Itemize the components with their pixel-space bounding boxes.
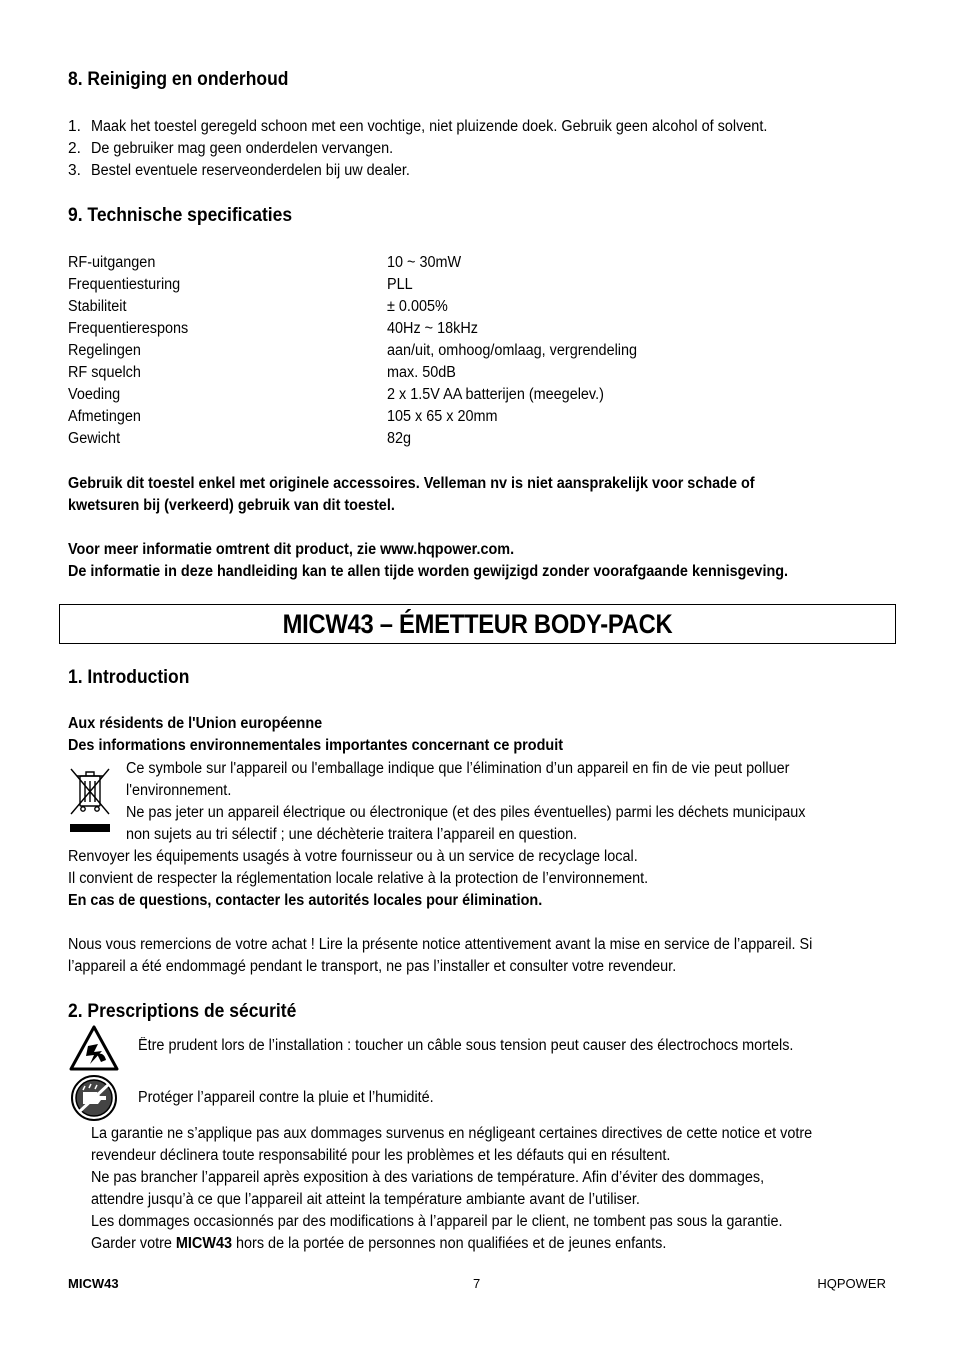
spec-row: RF-uitgangen 10 ~ 30mW bbox=[68, 254, 462, 271]
eu-subheadings: Aux résidents de l'Union européenne Des informations environnementales importantes concernant ce produit bbox=[68, 715, 564, 754]
shock-warning-text: Être prudent lors de l’installation : toucher un câble sous tension peut causer des électrochocs mortels. bbox=[138, 1037, 794, 1054]
moisture-warning-text: Protéger l’appareil contre la pluie et l’humidité. bbox=[138, 1089, 434, 1106]
recycling-text: Renvoyer les équipements usagés à votre fournisseur ou à un service de recyclage local. Il convient de respecter la réglementation locale relative à la protection de l’environnement. En cas de questions, contacter les autorités locales pour élimination. bbox=[68, 848, 649, 909]
spec-row: Frequentiesturing PLL bbox=[68, 276, 413, 293]
footer-brand: HQPOWER bbox=[817, 1276, 886, 1291]
list-item: 2. De gebruiker mag geen onderdelen vervangen. bbox=[68, 140, 394, 157]
thanks-paragraph: Nous vous remercions de votre achat ! Lire la présente notice attentivement avant la mise en service de l’appareil. Si l’appareil a été endommagé pendant le transport, ne pas l’installer et consulter votre revendeur. bbox=[68, 936, 813, 975]
page-number: 7 bbox=[473, 1276, 481, 1291]
spec-row: RF squelch max. 50dB bbox=[68, 364, 456, 381]
accessory-note: Gebruik dit toestel enkel met originele accessoires. Velleman nv is niet aansprakelijk voor schade of kwetsuren bij (verkeerd) gebruik van dit toestel. bbox=[68, 475, 755, 514]
spec-row: Regelingen aan/uit, omhoog/omlaag, vergrendeling bbox=[68, 342, 638, 359]
list-item: 1. Maak het toestel geregeld schoon met een vochtige, niet pluizende doek. Gebruik geen alcohol of solvent. bbox=[68, 118, 768, 135]
spec-row: Voeding 2 x 1.5V AA batterijen (meegelev.) bbox=[68, 386, 604, 403]
spec-row: Gewicht 82g bbox=[68, 430, 412, 447]
document-title: MICW43 – ÉMETTEUR BODY-PACK bbox=[282, 609, 673, 639]
no-moisture-icon bbox=[68, 1074, 120, 1122]
weee-text: Ce symbole sur l'appareil ou l'emballage indique que l’élimination d’un appareil en fin de vie peut polluer l'environnement. Ne pas jeter un appareil électrique ou électronique (et des piles éventuelles) parmi les déchets municipaux non sujets au tri sélectif ; une déchèterie traitera l’appareil en question. bbox=[126, 760, 806, 843]
spec-row: Afmetingen 105 x 65 x 20mm bbox=[68, 408, 498, 425]
section-9-heading: 9. Technische specificaties bbox=[68, 205, 293, 226]
info-note: Voor meer informatie omtrent dit product, zie www.hqpower.com. De informatie in deze handleiding kan te allen tijde worden gewijzigd zonder voorafgaande kennisgeving. bbox=[68, 541, 789, 580]
footer-model: MICW43 bbox=[68, 1276, 119, 1291]
document-title-box bbox=[59, 604, 896, 644]
spec-row: Frequentierespons 40Hz ~ 18kHz bbox=[68, 320, 478, 337]
list-item: 3. Bestel eventuele reserveonderdelen bij uw dealer. bbox=[68, 162, 410, 179]
cleaning-list bbox=[68, 116, 818, 182]
safety-heading: 2. Prescriptions de sécurité bbox=[68, 1001, 297, 1022]
weee-bin-icon bbox=[68, 766, 112, 836]
spec-table bbox=[68, 252, 656, 450]
section-8-heading: 8. Reiniging en onderhoud bbox=[68, 69, 289, 90]
electric-shock-warning-icon bbox=[68, 1024, 120, 1072]
introduction-heading: 1. Introduction bbox=[68, 667, 190, 688]
warranty-paragraph: La garantie ne s’applique pas aux dommages survenus en négligeant certaines directives de cette notice et votre revendeur déclinera toute responsabilité pour les problèmes et les défauts qui en résultent. Ne pas brancher l’appareil après exposition à des variations de température. Afin d’éviter des dommages, attendre jusqu’à ce que l’appareil ait atteint la température ambiante avant de l’utiliser. Les dommages occasionnés par des modifications à l’appareil par le client, ne tombent pas sous la garantie. Garder votre MICW43 hors de la portée de personnes non qualifiées et de jeunes enfants. bbox=[91, 1125, 813, 1252]
spec-row: Stabiliteit ± 0.005% bbox=[68, 298, 448, 315]
